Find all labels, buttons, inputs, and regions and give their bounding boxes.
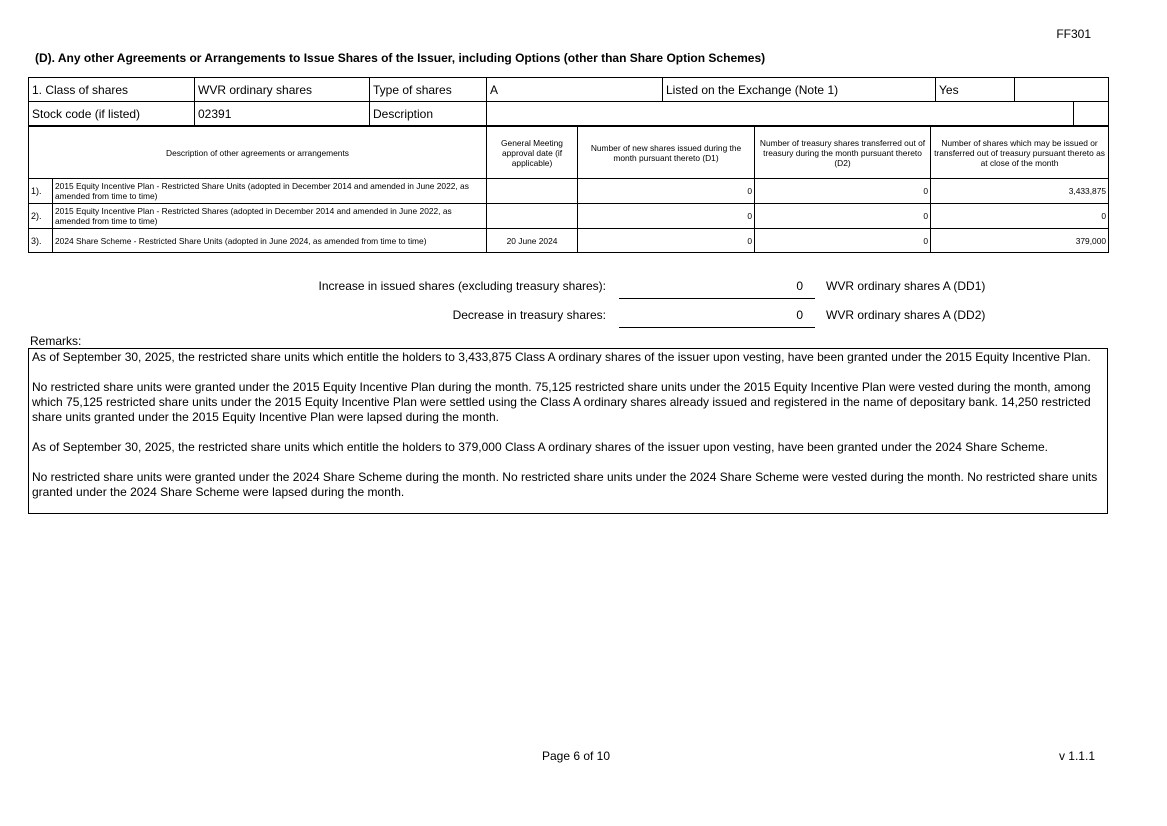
row-may-be-issued: 3,433,875 — [931, 179, 1109, 204]
row-new-shares: 0 — [578, 179, 755, 204]
class-of-shares-label: 1. Class of shares — [29, 78, 195, 102]
increase-value: 0 — [619, 279, 815, 299]
row-new-shares: 0 — [578, 229, 755, 253]
row-may-be-issued: 379,000 — [931, 229, 1109, 253]
agreements-table — [28, 126, 1109, 253]
header-description: Description of other agreements or arrangements — [29, 127, 487, 179]
stock-code-label: Stock code (if listed) — [29, 102, 195, 126]
remarks-paragraph: No restricted share units were granted under the 2024 Share Scheme during the month. No restricted share units under the 2024 Share Scheme were vested during the month. No restricted share units granted under the 2024 Share Scheme were lapsed during the month. — [32, 470, 1098, 499]
row-approval-date — [487, 204, 578, 229]
listed-value: Yes — [936, 78, 1015, 102]
row-index: 1). — [29, 179, 53, 204]
decrease-unit: WVR ordinary shares A (DD2) — [826, 308, 986, 322]
remarks-box — [28, 348, 1108, 514]
row-index: 3). — [29, 229, 53, 253]
stock-code-value: 02391 — [195, 102, 370, 126]
remarks-paragraph: As of September 30, 2025, the restricted share units which entitle the holders to 379,000 Class A ordinary shares of the issuer upon vesting, have been granted under the 2024 Share Scheme. — [32, 440, 1048, 454]
row-description: 2024 Share Scheme - Restricted Share Units (adopted in June 2024, as amended from time to time) — [53, 229, 487, 253]
row-approval-date: 20 June 2024 — [487, 229, 578, 253]
section-title: (D). Any other Agreements or Arrangements to Issue Shares of the Issuer, including Options (other than Share Option Schemes) — [35, 51, 766, 65]
remarks-label: Remarks: — [30, 334, 82, 348]
row-description: 2015 Equity Incentive Plan - Restricted Shares (adopted in December 2014 and amended in June 2022, as amended from time to time) — [53, 204, 487, 229]
table-row — [29, 204, 1109, 229]
class-row — [29, 78, 1109, 102]
description-extra-cell — [1074, 102, 1109, 126]
remarks-paragraph: No restricted share units were granted under the 2015 Equity Incentive Plan during the month. 75,125 restricted share units under the 2015 Equity Incentive Plan were vested during the month, among which 75,125 restricted share units under the 2015 Equity Incentive Plan were settled using the Class A ordinary shares already issued and registered in the name of depositary bank. 14,250 restricted share units granted under the 2015 Equity Incentive Plan were lapsed during the month. — [32, 380, 1091, 424]
row-approval-date — [487, 179, 578, 204]
header-treasury-transferred: Number of treasury shares transferred out of treasury during the month pursuant thereto (D2) — [755, 127, 931, 179]
increase-label: Increase in issued shares (excluding treasury shares): — [318, 279, 606, 293]
decrease-value: 0 — [619, 308, 815, 328]
row-treasury-transferred: 0 — [755, 229, 931, 253]
page-number: Page 6 of 10 — [541, 749, 611, 763]
increase-unit: WVR ordinary shares A (DD1) — [826, 279, 986, 293]
header-approval-date: General Meeting approval date (if applicable) — [487, 127, 578, 179]
header-may-be-issued: Number of shares which may be issued or transferred out of treasury pursuant thereto as at close of the month — [931, 127, 1109, 179]
type-of-shares-label: Type of shares — [370, 78, 487, 102]
row-treasury-transferred: 0 — [755, 179, 931, 204]
description-value — [487, 102, 1074, 126]
decrease-label: Decrease in treasury shares: — [452, 308, 606, 322]
version-label: v 1.1.1 — [1058, 749, 1095, 763]
form-code: FF301 — [1056, 27, 1091, 41]
row-description: 2015 Equity Incentive Plan - Restricted Share Units (adopted in December 2014 and amended in June 2022, as amended from time to time) — [53, 179, 487, 204]
remarks-paragraph: As of September 30, 2025, the restricted share units which entitle the holders to 3,433,875 Class A ordinary shares of the issuer upon vesting, have been granted under the 2015 Equity Incentive Plan. — [32, 350, 1091, 364]
description-label: Description — [370, 102, 487, 126]
table-row — [29, 229, 1109, 253]
class-of-shares-value: WVR ordinary shares — [195, 78, 370, 102]
share-info-table — [28, 77, 1109, 126]
header-new-shares: Number of new shares issued during the month pursuant thereto (D1) — [578, 127, 755, 179]
type-of-shares-value: A — [487, 78, 663, 102]
row-treasury-transferred: 0 — [755, 204, 931, 229]
table-row — [29, 179, 1109, 204]
listed-label: Listed on the Exchange (Note 1) — [663, 78, 936, 102]
listed-extra-cell — [1015, 78, 1109, 102]
agreements-header-row — [29, 127, 1109, 179]
stock-code-row — [29, 102, 1109, 126]
row-index: 2). — [29, 204, 53, 229]
row-new-shares: 0 — [578, 204, 755, 229]
row-may-be-issued: 0 — [931, 204, 1109, 229]
